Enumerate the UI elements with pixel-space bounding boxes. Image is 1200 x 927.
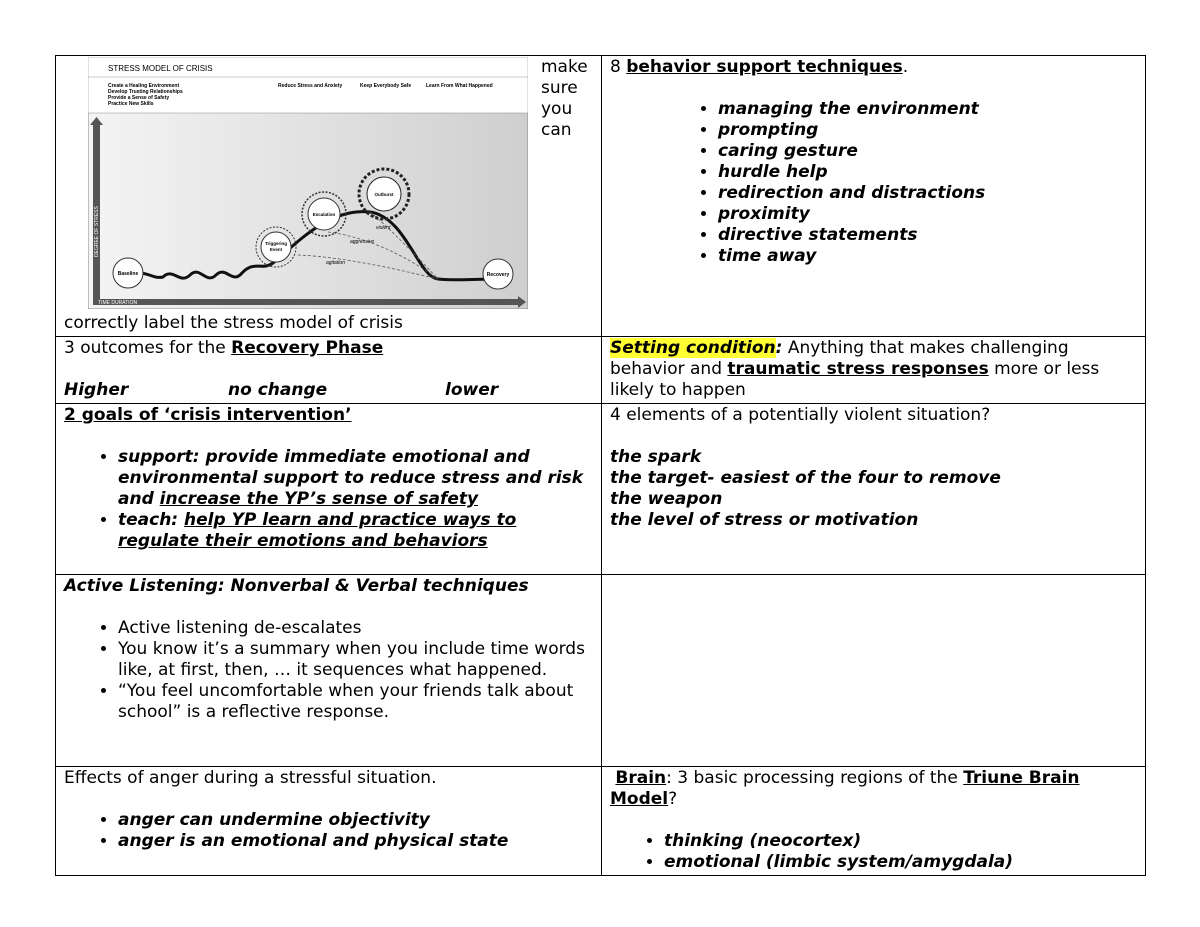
y-axis-label: DEGREE OF STRESS xyxy=(94,206,100,257)
crisis-goals-cell xyxy=(56,404,602,575)
heading-period: . xyxy=(902,57,909,77)
goal-support: support: provide immediate emotional and environmental support to reduce stress and risk and xyxy=(118,447,584,509)
triggering-label-2: Event xyxy=(269,247,283,252)
list-item: • Active listening de-escalates xyxy=(118,618,594,639)
element-line: the level of stress or motivation xyxy=(610,510,919,530)
goal-safe: Keep Everybody Safe xyxy=(360,83,412,89)
definition-part-1: Anything that makes challenging behavior and xyxy=(610,338,1069,379)
triune-brain-heading xyxy=(610,768,1138,810)
violent-situation-cell xyxy=(602,404,1146,575)
stress-model-figure xyxy=(88,57,528,309)
technique-count: 8 xyxy=(610,57,621,77)
goal-left-1: Create a Healing Environment xyxy=(108,83,180,89)
list-item: • directive statements xyxy=(718,225,1138,246)
definition-part-2: more or less likely to happen xyxy=(610,359,1100,400)
list-item: • emotional (limbic system/amygdala) xyxy=(664,852,1138,873)
brain-regions-list xyxy=(610,831,1138,873)
triggering-label-1: Triggering xyxy=(264,241,288,246)
figure-caption: correctly label the stress model of crisis xyxy=(64,313,403,333)
list-item xyxy=(118,510,594,552)
element-line: the spark xyxy=(610,447,702,467)
outburst-label: Outburst xyxy=(374,192,394,197)
brain-term: Brain xyxy=(615,768,667,788)
empty-cell xyxy=(602,575,1146,767)
list-item: • redirection and distractions xyxy=(718,183,1138,204)
recovery-phase-cell xyxy=(56,337,602,404)
anger-effects-list xyxy=(64,810,594,852)
list-item: • thinking (neocortex) xyxy=(664,831,1138,852)
goal-reduce: Reduce Stress and Anxiety xyxy=(278,83,343,89)
violent-situation-title: 4 elements of a potentially violent situation? xyxy=(610,405,991,425)
anger-effects-cell xyxy=(56,767,602,876)
active-listening-cell xyxy=(56,575,602,767)
list-item: • managing the environment xyxy=(718,99,1138,120)
list-item: • proximity xyxy=(718,204,1138,225)
crisis-goals-title: 2 goals of ‘crisis intervention’ xyxy=(64,405,352,425)
agitation-label: agitation xyxy=(326,260,345,266)
list-item: • anger can undermine objectivity xyxy=(118,810,594,831)
outcome-lower: lower xyxy=(445,380,499,400)
x-axis-label: TIME DURATION xyxy=(98,300,138,306)
figure-side-text xyxy=(541,57,591,141)
figure-title: STRESS MODEL OF CRISIS xyxy=(108,64,213,73)
anger-effects-title: Effects of anger during a stressful situation. xyxy=(64,768,437,788)
brain-text: : 3 basic processing regions of the xyxy=(666,768,964,788)
escalation-label: Escalation xyxy=(312,212,336,217)
list-item: • anger is an emotional and physical state xyxy=(118,831,594,852)
outcome-no-change: no change xyxy=(228,380,328,400)
goal-teach: teach: xyxy=(118,510,185,530)
side-word: make xyxy=(541,57,588,77)
triune-brain-cell xyxy=(602,767,1146,876)
goal-left-3: Provide a Sense of Safety xyxy=(108,95,170,101)
violent-label: violent xyxy=(376,225,391,231)
goal-support-emphasis: increase the YP’s sense of safety xyxy=(159,489,479,509)
list-item: • time away xyxy=(718,246,1138,267)
recovery-outcomes xyxy=(64,380,594,401)
list-item: • caring gesture xyxy=(718,141,1138,162)
crisis-goals-list xyxy=(64,447,594,552)
active-listening-list xyxy=(64,618,594,723)
recovery-title: Recovery Phase xyxy=(231,338,384,358)
element-line: the target- easiest of the four to remove xyxy=(610,468,1001,488)
goal-left-4: Practice New Skills xyxy=(108,101,154,107)
element-line: the weapon xyxy=(610,489,723,509)
goal-teach-emphasis: help YP learn and practice ways to regulate their emotions and behaviors xyxy=(118,510,517,551)
behavior-support-title: behavior support techniques xyxy=(626,57,903,77)
side-word: can xyxy=(541,120,572,140)
worksheet-table xyxy=(55,55,1146,876)
stress-model-cell xyxy=(56,56,602,337)
aggressive-label: aggressive xyxy=(350,239,375,245)
list-item: • prompting xyxy=(718,120,1138,141)
list-item: • hurdle help xyxy=(718,162,1138,183)
side-word: sure xyxy=(541,78,578,98)
recovery-lead: 3 outcomes for the xyxy=(64,338,232,358)
side-word: you xyxy=(541,99,573,119)
list-item xyxy=(118,447,594,510)
goal-learn: Learn From What Happened xyxy=(426,83,493,89)
term-colon: : xyxy=(775,338,783,358)
setting-condition-term: Setting condition xyxy=(610,338,776,358)
recovery-heading xyxy=(64,338,594,359)
setting-condition-text xyxy=(610,338,1138,401)
triune-model-term: Triune Brain Model xyxy=(610,768,1080,809)
question-mark: ? xyxy=(668,789,678,809)
setting-condition-cell xyxy=(602,337,1146,404)
techniques-list xyxy=(610,99,1138,267)
outcome-higher: Higher xyxy=(64,380,129,400)
list-item: • “You feel uncomfortable when your friends talk about school” is a reflective response. xyxy=(118,681,594,723)
traumatic-stress-term: traumatic stress responses xyxy=(727,359,989,379)
baseline-label: Baseline xyxy=(117,271,139,277)
recovery-label: Recovery xyxy=(486,272,510,278)
x-axis-bar xyxy=(93,299,521,305)
active-listening-title: Active Listening: Nonverbal & Verbal techniques xyxy=(64,576,529,596)
list-item: • You know it’s a summary when you include time words like, at first, then, … it sequences what happened. xyxy=(118,639,594,681)
goal-left-2: Develop Trusting Relationships xyxy=(108,89,183,95)
behavior-support-heading xyxy=(610,57,1138,78)
behavior-support-cell xyxy=(602,56,1146,337)
